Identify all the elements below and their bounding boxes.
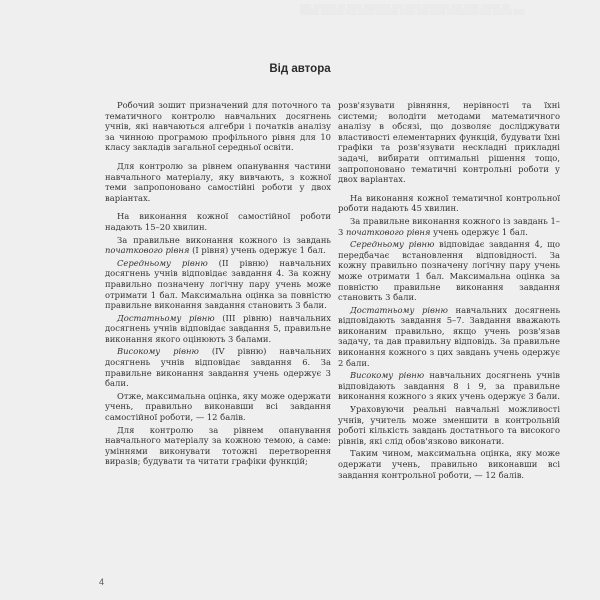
- paragraph: Для контролю за рівнем опанування навчального матеріалу за кожною темою, а саме: уміннями виконувати тотожні перетворення виразів; будувати та читати графіки функцій;: [105, 424, 331, 467]
- paragraph: Середньому рівню відповідає завдання 4, що передбачає встановлення відповідності. За кожну правильно позначену логічну пару учень може отримати 1 бал. Максимальна оцінка за повністю правильне виконання завдання становить 3 бали.: [338, 239, 560, 303]
- paragraph: За правильне виконання кожного із завдань 1–3 початкового рівня учень одержує 1 бал.: [338, 215, 560, 237]
- paragraph: Таким чином, максимальна оцінка, яку може одержати учень, правильно виконавши всі завдання контрольної роботи, — 12 балів.: [338, 448, 560, 480]
- paragraph: Ураховуючи реальні навчальні можливості учнів, учитель може зменшити в контрольній роботі кількість завдань достатнього та високого рівнів, які слід обов'язково виконати.: [338, 404, 560, 446]
- page-title: Від автора: [269, 63, 331, 75]
- paragraph: Отже, максимальна оцінка, яку може одержати учень, правильно виконавши всі завдання самостійної роботи, — 12 балів.: [105, 390, 331, 423]
- left-column: [105, 100, 331, 469]
- paragraph: Високому рівню (IV рівню) навчальних досягнень учнів відповідає завдання 6. За правильне виконання завдання учень одержує 3 бали.: [105, 346, 331, 389]
- paragraph: розв'язувати рівняння, нерівності та їхні системи; володіти методами математичного аналізу в обсязі, що дозволяє досліджувати властивості елементарних функцій, будувати їхні графіки та розв'язувати нескладні прикладні задачі, вибирати оптимальні рішення тощо, запропоновано тематичні контрольні роботи у двох варіантах.: [338, 100, 560, 185]
- paragraph: На виконання кожної тематичної контрольної роботи надають 45 хвилин.: [338, 192, 560, 214]
- paragraph: Для контролю за рівнем опанування частини навчального матеріалу, яку вивчають, з кожної теми запропоновано самостійні роботи у двох варіантах.: [105, 160, 331, 203]
- paragraph: За правильне виконання кожного із завдань початкового рівня (І рівня) учень одержує 1 бал.: [105, 234, 331, 256]
- paragraph: Середньому рівню (ІІ рівню) навчальних досягнень учнів відповідає завдання 4. За кожну правильно позначену логічну пару учень може отримати 1 бал. Максимальна оцінка за повністю правильне виконання завдання становить 3 бали.: [105, 257, 331, 311]
- paragraph: Високому рівню навчальних досягнень учнів відповідають завдання 8 і 9, за правильне виконання кожного з яких учень одержує 3 бали.: [338, 370, 561, 402]
- paragraph: Достатньому рівню навчальних досягнень відповідають завдання 5–7. Завдання вважають виконаним правильно, якщо учень розв'язав задачу, та дав правильну відповідь. За правильне виконання кожного з цих завдань учень одержує 2 бали.: [338, 304, 561, 368]
- paragraph: Робочий зошит призначений для поточного та тематичного контролю навчальних досягнень учнів, які навчаються алгебри і початків аналізу за чинною програмою профільного рівня для 10 класу закладів загальної середньої освіти.: [105, 100, 331, 153]
- bleed-through-text: ░░░ ░░░░░░ ░░ ░░░░ ░░░░░░░ ░░░ ░░░░ ░░░░░░░ ░░░ ░░░░ ░░░░░ ░░ ░░░░░ ░░░░░░ ░░░ ░░░░ ░░░░░░ ░░░░ ░░░ ░░░░ ░░░░░░░░ ░░░ ░░░░░ ░░░: [300, 4, 526, 16]
- paragraph: На виконання кожної самостійної роботи надають 15–20 хвилин.: [105, 211, 331, 232]
- page-number: 4: [99, 577, 105, 587]
- right-column: [338, 100, 560, 482]
- paragraph: Достатньому рівню (ІІІ рівню) навчальних досягнень учнів відповідає завдання 5, правильне виконання якого оцінюють 3 балами.: [105, 312, 331, 344]
